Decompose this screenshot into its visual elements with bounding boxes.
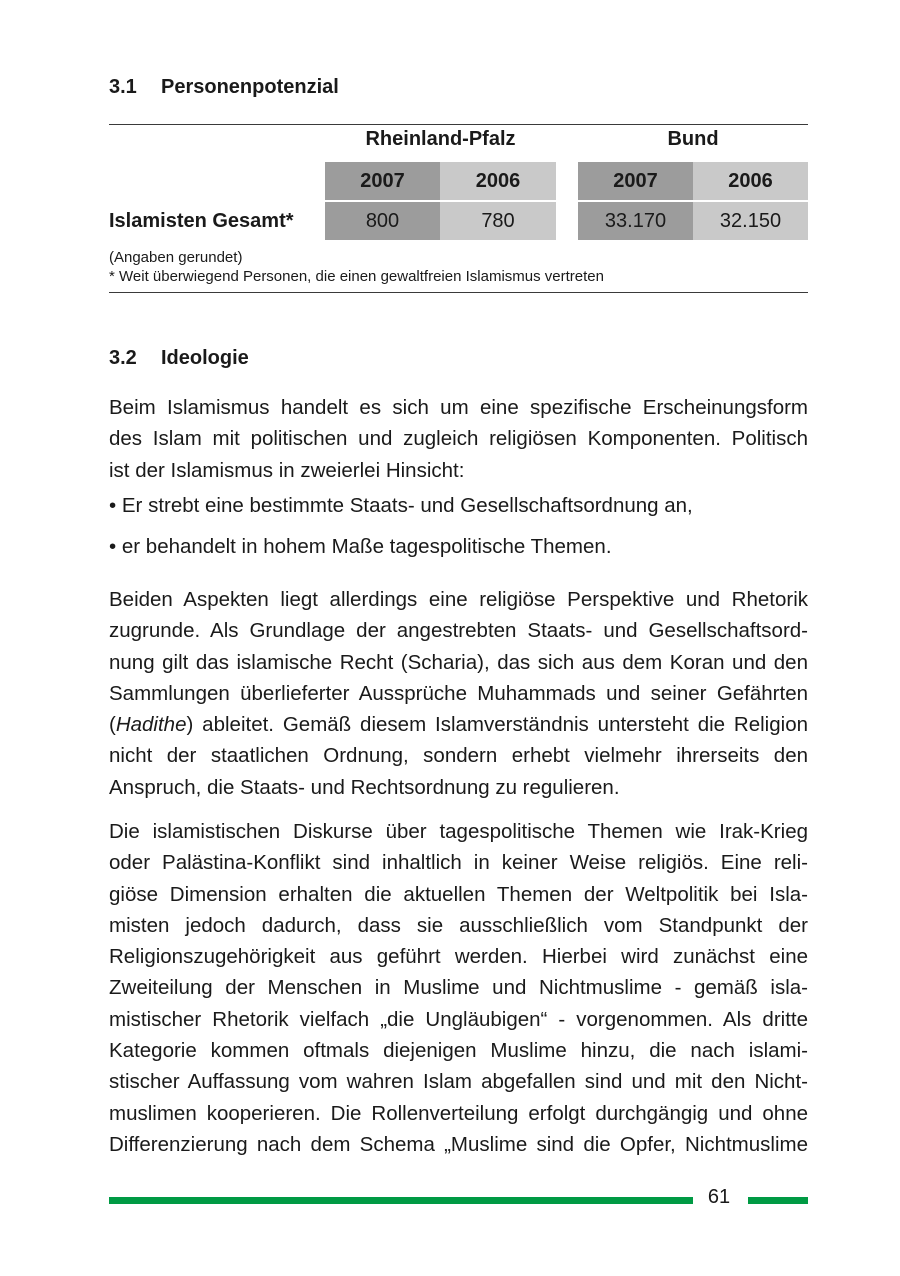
table-header-year: 2007 (578, 162, 693, 200)
paragraph-line: Differenzierung nach dem Schema „Muslime sind die Opfer, Nichtmuslime (109, 1132, 808, 1156)
paren-open: ( (109, 713, 116, 737)
section-number: 3.2 (109, 347, 137, 369)
table-row-label: Islamisten Gesamt* (109, 210, 294, 232)
term-hadithe: Hadithe (115, 713, 187, 737)
paragraph-line: misten jedoch dadurch, dass sie ausschließlich vom Standpunkt der (109, 913, 808, 937)
paragraph-line: Zweiteilung der Menschen in Muslime und Nichtmuslime - gemäß isla- (109, 976, 808, 1000)
table-header-year: 2006 (440, 162, 556, 200)
paragraph-line: stischer Auffassung vom wahren Islam abgefallen sind und mit den Nicht- (109, 1070, 808, 1094)
paragraph-line: nicht der staatlichen Ordnung, sondern erhebt vielmehr ihrerseits den (109, 744, 808, 768)
paragraph-intro (109, 392, 808, 486)
section-heading-3-2 (109, 347, 249, 370)
table-top-rule (109, 124, 808, 125)
paragraph-line: nung gilt das islamische Recht (Scharia), das sich aus dem Koran und den (109, 650, 808, 674)
paragraph-line: Religionszugehörigkeit aus geführt werden. Hierbei wird zunächst eine (109, 945, 808, 969)
footer-bar-right (748, 1197, 808, 1204)
paragraph-line: des Islam mit politischen und zugleich religiösen Komponenten. Politisch (109, 427, 808, 451)
table-cell: 33.170 (578, 202, 693, 240)
table-cell: 800 (325, 202, 440, 240)
paragraph-line (109, 709, 808, 740)
bullet-item: • Er strebt eine bestimmte Staats- und Gesellschaftsordnung an, (109, 494, 693, 517)
paragraph-line: Beim Islamismus handelt es sich um eine spezifische Erscheinungsform (109, 396, 808, 419)
paragraph-line: giöse Dimension erhalten die aktuellen Themen der Weltpolitik bei Isla- (109, 882, 808, 906)
paragraph-aspects (109, 584, 808, 803)
paragraph-line: zugrunde. Als Grundlage der angestrebten Staats- und Gesellschaftsord- (109, 619, 808, 643)
paragraph-line: Beiden Aspekten liegt allerdings eine religiöse Perspektive und Rhetorik (109, 588, 808, 611)
table-header-year: 2007 (325, 162, 440, 200)
paragraph-line: mistischer Rhetorik vielfach „die Ungläubigen“ - vorgenommen. Als dritte (109, 1007, 808, 1031)
paragraph-line: oder Palästina-Konflikt sind inhaltlich in keiner Weise religiös. Eine reli- (109, 851, 808, 875)
paragraph-line: Kategorie kommen oftmals diejenigen Muslime hinzu, die nach islami- (109, 1039, 808, 1063)
line-text: ) ableitet. Gemäß diesem Islamverständnis untersteht die Religion (186, 713, 808, 737)
table-header-year: 2006 (693, 162, 808, 200)
paragraph-line: ist der Islamismus in zweierlei Hinsicht: (109, 458, 465, 482)
footer-bar-left (109, 1197, 693, 1204)
section-title: Personenpotenzial (161, 76, 339, 98)
paragraph-line: muslimen kooperieren. Die Rollenverteilung erfolgt durchgängig und ohne (109, 1101, 808, 1125)
section-number: 3.1 (109, 76, 137, 98)
table-bottom-rule (109, 292, 808, 293)
table-note-rounded: (Angaben gerundet) (109, 249, 243, 266)
paragraph-line: Die islamistischen Diskurse über tagespolitische Themen wie Irak-Krieg (109, 820, 808, 843)
page-number: 61 (707, 1186, 731, 1208)
paragraph-line: Anspruch, die Staats- und Rechtsordnung zu regulieren. (109, 775, 620, 799)
bullet-item: • er behandelt in hohem Maße tagespolitische Themen. (109, 535, 612, 558)
table-cell: 32.150 (693, 202, 808, 240)
paragraph-line: Sammlungen überlieferter Aussprüche Muhammads und seiner Gefährten (109, 681, 808, 705)
table-footnote: * Weit überwiegend Personen, die einen gewaltfreien Islamismus vertreten (109, 268, 604, 285)
table-cell: 780 (440, 202, 556, 240)
section-heading-3-1 (109, 76, 339, 99)
table-group-bund: Bund (667, 128, 719, 150)
section-title: Ideologie (161, 347, 249, 369)
table-group-rheinland-pfalz: Rheinland-Pfalz (365, 128, 516, 150)
paragraph-discourse (109, 816, 808, 1160)
